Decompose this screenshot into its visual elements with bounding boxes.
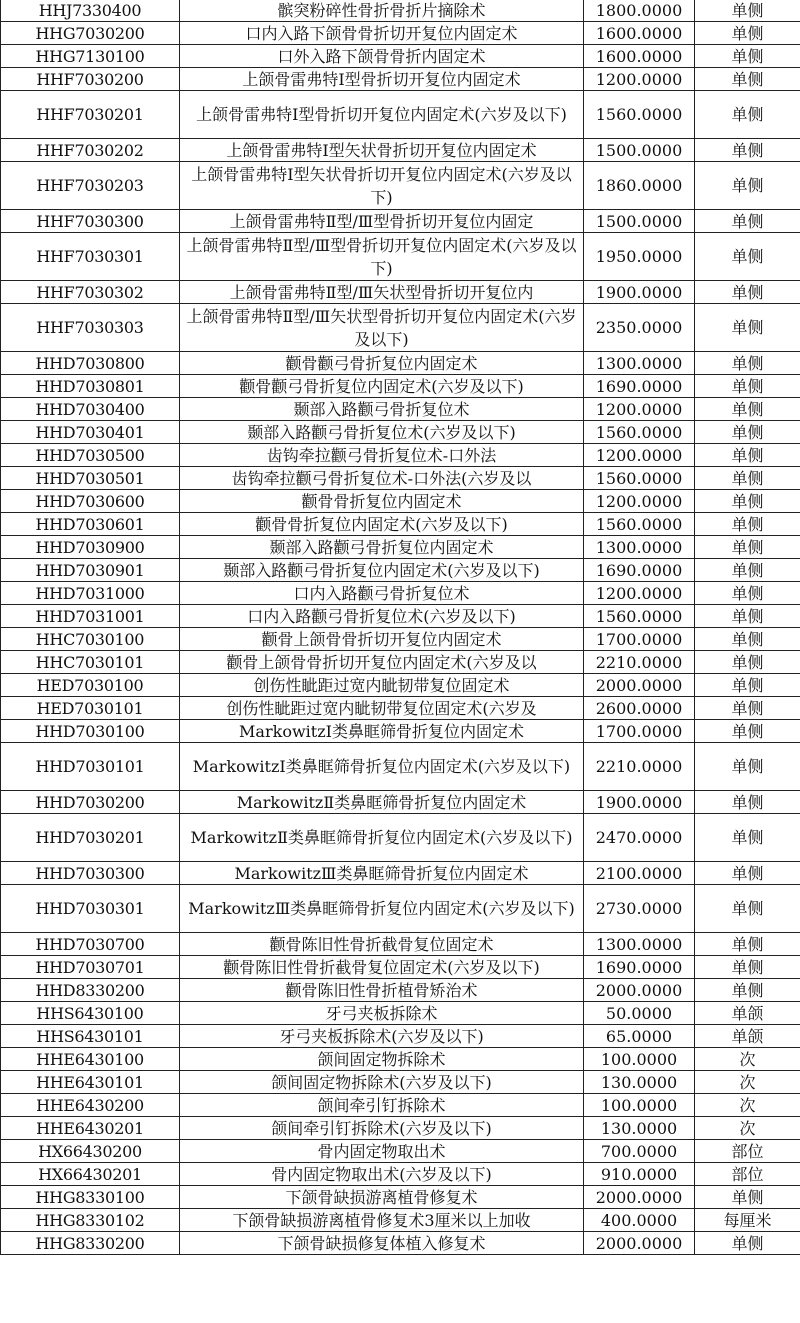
item-code-cell: HHD7030800 [1, 352, 180, 375]
item-code-cell: HHE6430200 [1, 1094, 180, 1117]
table-row [1, 1048, 800, 1071]
unit-cell: 单侧 [695, 979, 800, 1002]
price-cell: 1200.0000 [584, 490, 695, 513]
price-cell: 1560.0000 [584, 467, 695, 490]
item-name-cell: MarkowitzⅠ类鼻眶筛骨折复位内固定术 [180, 720, 584, 743]
price-cell: 2100.0000 [584, 862, 695, 885]
item-code-cell: HHF7030300 [1, 210, 180, 233]
item-code-cell: HHG7030200 [1, 22, 180, 45]
table-row [1, 885, 800, 933]
unit-cell: 单侧 [695, 304, 800, 352]
price-cell: 1900.0000 [584, 281, 695, 304]
item-name-cell: 齿钩牵拉颧弓骨折复位术-口外法 [180, 444, 584, 467]
unit-cell: 次 [695, 1071, 800, 1094]
price-cell: 1200.0000 [584, 444, 695, 467]
unit-cell: 部位 [695, 1140, 800, 1163]
item-name-cell: 颞部入路颧弓骨折复位内固定术 [180, 536, 584, 559]
table-row [1, 559, 800, 582]
price-cell: 50.0000 [584, 1002, 695, 1025]
price-cell: 1860.0000 [584, 162, 695, 210]
item-name-cell: 创伤性眦距过宽内眦韧带复位固定术 [180, 674, 584, 697]
unit-cell: 单侧 [695, 720, 800, 743]
item-code-cell: HHG7130100 [1, 45, 180, 68]
item-code-cell: HHD7030700 [1, 933, 180, 956]
unit-cell: 次 [695, 1117, 800, 1140]
item-code-cell: HHD7031001 [1, 605, 180, 628]
unit-cell: 单侧 [695, 956, 800, 979]
table-row [1, 791, 800, 814]
item-code-cell: HHD7030801 [1, 375, 180, 398]
item-code-cell: HHF7030203 [1, 162, 180, 210]
unit-cell: 单侧 [695, 1186, 800, 1209]
item-name-cell: 颧骨陈旧性骨折截骨复位固定术 [180, 933, 584, 956]
item-code-cell: HHD7030200 [1, 791, 180, 814]
unit-cell: 单侧 [695, 582, 800, 605]
unit-cell: 单侧 [695, 933, 800, 956]
item-code-cell: HHD7030601 [1, 513, 180, 536]
fee-table-body [1, 0, 800, 1255]
item-name-cell: 颧骨陈旧性骨折植骨矫治术 [180, 979, 584, 1002]
item-code-cell: HHE6430100 [1, 1048, 180, 1071]
unit-cell: 单侧 [695, 814, 800, 862]
item-name-cell: 颧骨颧弓骨折复位内固定术 [180, 352, 584, 375]
item-code-cell: HHS6430100 [1, 1002, 180, 1025]
item-name-cell: 颧骨骨折复位内固定术(六岁及以下) [180, 513, 584, 536]
unit-cell: 单侧 [695, 651, 800, 674]
table-row [1, 1209, 800, 1232]
table-row [1, 304, 800, 352]
price-cell: 910.0000 [584, 1163, 695, 1186]
price-cell: 1300.0000 [584, 352, 695, 375]
item-name-cell: 颞部入路颧弓骨折复位术(六岁及以下) [180, 421, 584, 444]
item-name-cell: 颧骨陈旧性骨折截骨复位固定术(六岁及以下) [180, 956, 584, 979]
item-name-cell: MarkowitzⅢ类鼻眶筛骨折复位内固定术(六岁及以下) [180, 885, 584, 933]
unit-cell: 单侧 [695, 68, 800, 91]
unit-cell: 单侧 [695, 22, 800, 45]
unit-cell: 单侧 [695, 421, 800, 444]
table-row [1, 91, 800, 139]
unit-cell: 单侧 [695, 210, 800, 233]
table-row [1, 162, 800, 210]
item-code-cell: HED7030101 [1, 697, 180, 720]
unit-cell: 单侧 [695, 398, 800, 421]
item-name-cell: 牙弓夹板拆除术 [180, 1002, 584, 1025]
item-code-cell: HHD7031000 [1, 582, 180, 605]
unit-cell: 单侧 [695, 444, 800, 467]
price-cell: 1560.0000 [584, 513, 695, 536]
table-row [1, 467, 800, 490]
item-name-cell: 上颌骨雷弗特Ⅱ型/Ⅲ型骨折切开复位内固定 [180, 210, 584, 233]
item-code-cell: HHF7030200 [1, 68, 180, 91]
item-code-cell: HHG8330100 [1, 1186, 180, 1209]
price-cell: 130.0000 [584, 1071, 695, 1094]
item-code-cell: HHE6430201 [1, 1117, 180, 1140]
item-name-cell: 口内入路颧弓骨折复位术 [180, 582, 584, 605]
unit-cell: 单侧 [695, 1232, 800, 1255]
table-row [1, 720, 800, 743]
item-code-cell: HHF7030201 [1, 91, 180, 139]
unit-cell: 单侧 [695, 885, 800, 933]
unit-cell: 单侧 [695, 91, 800, 139]
item-name-cell: 骨内固定物取出术 [180, 1140, 584, 1163]
table-row [1, 814, 800, 862]
table-row [1, 0, 800, 22]
table-row [1, 1140, 800, 1163]
item-name-cell: 颌间固定物拆除术(六岁及以下) [180, 1071, 584, 1094]
unit-cell: 单侧 [695, 536, 800, 559]
unit-cell: 单颌 [695, 1002, 800, 1025]
item-name-cell: 颧骨颧弓骨折复位内固定术(六岁及以下) [180, 375, 584, 398]
item-code-cell: HHE6430101 [1, 1071, 180, 1094]
price-cell: 2000.0000 [584, 979, 695, 1002]
price-cell: 130.0000 [584, 1117, 695, 1140]
price-cell: 1500.0000 [584, 139, 695, 162]
item-code-cell: HHD7030300 [1, 862, 180, 885]
table-row [1, 352, 800, 375]
unit-cell: 单侧 [695, 490, 800, 513]
item-name-cell: 颧骨上颌骨骨折切开复位内固定术(六岁及以 [180, 651, 584, 674]
item-name-cell: 上颌骨雷弗特Ⅱ型/Ⅲ型骨折切开复位内固定术(六岁及以下) [180, 233, 584, 281]
item-code-cell: HHJ7330400 [1, 0, 180, 22]
item-name-cell: MarkowitzⅠ类鼻眶筛骨折复位内固定术(六岁及以下) [180, 743, 584, 791]
price-cell: 1560.0000 [584, 91, 695, 139]
item-code-cell: HHG8330200 [1, 1232, 180, 1255]
price-cell: 1700.0000 [584, 628, 695, 651]
item-code-cell: HHD7030900 [1, 536, 180, 559]
unit-cell: 单颌 [695, 1025, 800, 1048]
item-code-cell: HHG8330102 [1, 1209, 180, 1232]
price-cell: 2210.0000 [584, 743, 695, 791]
unit-cell: 次 [695, 1048, 800, 1071]
table-row [1, 45, 800, 68]
item-code-cell: HHD7030201 [1, 814, 180, 862]
item-name-cell: 下颌骨缺损游离植骨修复术 [180, 1186, 584, 1209]
item-name-cell: 上颌骨雷弗特Ⅱ型/Ⅲ矢状型骨折切开复位内固定术(六岁及以下) [180, 304, 584, 352]
price-cell: 1600.0000 [584, 22, 695, 45]
price-cell: 1300.0000 [584, 536, 695, 559]
item-name-cell: 口外入路下颌骨骨折内固定术 [180, 45, 584, 68]
item-code-cell: HHD7030701 [1, 956, 180, 979]
table-row [1, 233, 800, 281]
item-name-cell: MarkowitzⅢ类鼻眶筛骨折复位内固定术 [180, 862, 584, 885]
item-code-cell: HHF7030202 [1, 139, 180, 162]
price-cell: 400.0000 [584, 1209, 695, 1232]
table-row [1, 513, 800, 536]
unit-cell: 单侧 [695, 352, 800, 375]
item-code-cell: HHF7030301 [1, 233, 180, 281]
item-code-cell: HHS6430101 [1, 1025, 180, 1048]
price-cell: 1950.0000 [584, 233, 695, 281]
price-cell: 2600.0000 [584, 697, 695, 720]
unit-cell: 单侧 [695, 743, 800, 791]
price-cell: 1500.0000 [584, 210, 695, 233]
item-code-cell: HHD7030600 [1, 490, 180, 513]
table-row [1, 22, 800, 45]
price-cell: 1560.0000 [584, 421, 695, 444]
item-code-cell: HHD7030401 [1, 421, 180, 444]
item-code-cell: HHD7030301 [1, 885, 180, 933]
item-code-cell: HHF7030303 [1, 304, 180, 352]
item-name-cell: MarkowitzⅡ类鼻眶筛骨折复位内固定术 [180, 791, 584, 814]
table-row [1, 1186, 800, 1209]
unit-cell: 次 [695, 1094, 800, 1117]
price-cell: 1700.0000 [584, 720, 695, 743]
table-row [1, 281, 800, 304]
item-name-cell: 颧骨骨折复位内固定术 [180, 490, 584, 513]
table-row [1, 743, 800, 791]
price-cell: 1300.0000 [584, 933, 695, 956]
item-code-cell: HHC7030101 [1, 651, 180, 674]
price-cell: 2350.0000 [584, 304, 695, 352]
table-row [1, 605, 800, 628]
price-cell: 700.0000 [584, 1140, 695, 1163]
table-row [1, 628, 800, 651]
table-row [1, 68, 800, 91]
price-cell: 2000.0000 [584, 1186, 695, 1209]
unit-cell: 单侧 [695, 559, 800, 582]
price-cell: 1900.0000 [584, 791, 695, 814]
item-code-cell: HHD7030100 [1, 720, 180, 743]
table-row [1, 444, 800, 467]
table-row [1, 1117, 800, 1140]
item-code-cell: HHD7030500 [1, 444, 180, 467]
item-name-cell: 牙弓夹板拆除术(六岁及以下) [180, 1025, 584, 1048]
price-cell: 2210.0000 [584, 651, 695, 674]
item-code-cell: HED7030100 [1, 674, 180, 697]
table-row [1, 210, 800, 233]
price-cell: 2000.0000 [584, 674, 695, 697]
unit-cell: 单侧 [695, 791, 800, 814]
item-code-cell: HHD7030101 [1, 743, 180, 791]
item-name-cell: MarkowitzⅡ类鼻眶筛骨折复位内固定术(六岁及以下) [180, 814, 584, 862]
table-row [1, 490, 800, 513]
price-cell: 1200.0000 [584, 582, 695, 605]
item-code-cell: HHC7030100 [1, 628, 180, 651]
table-row [1, 979, 800, 1002]
unit-cell: 单侧 [695, 0, 800, 22]
price-cell: 2730.0000 [584, 885, 695, 933]
item-name-cell: 颞部入路颧弓骨折复位术 [180, 398, 584, 421]
table-row [1, 1002, 800, 1025]
price-cell: 65.0000 [584, 1025, 695, 1048]
table-row [1, 697, 800, 720]
item-name-cell: 上颌骨雷弗特Ⅰ型矢状骨折切开复位内固定术 [180, 139, 584, 162]
unit-cell: 单侧 [695, 513, 800, 536]
item-name-cell: 下颌骨缺损修复体植入修复术 [180, 1232, 584, 1255]
table-row [1, 536, 800, 559]
price-cell: 2000.0000 [584, 1232, 695, 1255]
item-name-cell: 颌间牵引钉拆除术 [180, 1094, 584, 1117]
item-name-cell: 上颌骨雷弗特Ⅰ型矢状骨折切开复位内固定术(六岁及以下) [180, 162, 584, 210]
table-row [1, 933, 800, 956]
unit-cell: 单侧 [695, 139, 800, 162]
table-row [1, 862, 800, 885]
price-cell: 1600.0000 [584, 45, 695, 68]
item-name-cell: 上颌骨雷弗特Ⅰ型骨折切开复位内固定术(六岁及以下) [180, 91, 584, 139]
price-cell: 1800.0000 [584, 0, 695, 22]
item-name-cell: 下颌骨缺损游离植骨修复术3厘米以上加收 [180, 1209, 584, 1232]
price-cell: 1200.0000 [584, 398, 695, 421]
unit-cell: 单侧 [695, 467, 800, 490]
table-row [1, 1094, 800, 1117]
unit-cell: 单侧 [695, 281, 800, 304]
item-code-cell: HHD7030501 [1, 467, 180, 490]
table-row [1, 139, 800, 162]
item-code-cell: HX66430200 [1, 1140, 180, 1163]
table-row [1, 1071, 800, 1094]
unit-cell: 单侧 [695, 233, 800, 281]
unit-cell: 单侧 [695, 674, 800, 697]
table-row [1, 651, 800, 674]
item-name-cell: 上颌骨雷弗特Ⅱ型/Ⅲ矢状型骨折切开复位内 [180, 281, 584, 304]
table-row [1, 375, 800, 398]
table-row [1, 421, 800, 444]
table-row [1, 398, 800, 421]
unit-cell: 单侧 [695, 45, 800, 68]
item-name-cell: 髌突粉碎性骨折骨折片摘除术 [180, 0, 584, 22]
table-row [1, 674, 800, 697]
table-row [1, 1232, 800, 1255]
table-row [1, 1025, 800, 1048]
item-name-cell: 创伤性眦距过宽内眦韧带复位固定术(六岁及 [180, 697, 584, 720]
price-cell: 2470.0000 [584, 814, 695, 862]
price-cell: 1690.0000 [584, 375, 695, 398]
item-name-cell: 口内入路下颌骨骨折切开复位内固定术 [180, 22, 584, 45]
item-name-cell: 颌间固定物拆除术 [180, 1048, 584, 1071]
unit-cell: 单侧 [695, 697, 800, 720]
price-cell: 1560.0000 [584, 605, 695, 628]
unit-cell: 单侧 [695, 628, 800, 651]
table-row [1, 956, 800, 979]
item-name-cell: 颌间牵引钉拆除术(六岁及以下) [180, 1117, 584, 1140]
item-code-cell: HHD7030901 [1, 559, 180, 582]
unit-cell: 单侧 [695, 375, 800, 398]
item-name-cell: 上颌骨雷弗特Ⅰ型骨折切开复位内固定术 [180, 68, 584, 91]
item-code-cell: HHD8330200 [1, 979, 180, 1002]
unit-cell: 部位 [695, 1163, 800, 1186]
unit-cell: 每厘米 [695, 1209, 800, 1232]
item-code-cell: HX66430201 [1, 1163, 180, 1186]
item-name-cell: 颞部入路颧弓骨折复位内固定术(六岁及以下) [180, 559, 584, 582]
item-name-cell: 颧骨上颌骨骨折切开复位内固定术 [180, 628, 584, 651]
price-cell: 1200.0000 [584, 68, 695, 91]
item-code-cell: HHF7030302 [1, 281, 180, 304]
price-cell: 1690.0000 [584, 956, 695, 979]
item-code-cell: HHD7030400 [1, 398, 180, 421]
item-name-cell: 齿钩牵拉颧弓骨折复位术-口外法(六岁及以 [180, 467, 584, 490]
item-name-cell: 口内入路颧弓骨折复位术(六岁及以下) [180, 605, 584, 628]
price-cell: 100.0000 [584, 1048, 695, 1071]
table-row [1, 582, 800, 605]
unit-cell: 单侧 [695, 162, 800, 210]
price-cell: 1690.0000 [584, 559, 695, 582]
unit-cell: 单侧 [695, 605, 800, 628]
unit-cell: 单侧 [695, 862, 800, 885]
price-cell: 100.0000 [584, 1094, 695, 1117]
table-row [1, 1163, 800, 1186]
item-name-cell: 骨内固定物取出术(六岁及以下) [180, 1163, 584, 1186]
